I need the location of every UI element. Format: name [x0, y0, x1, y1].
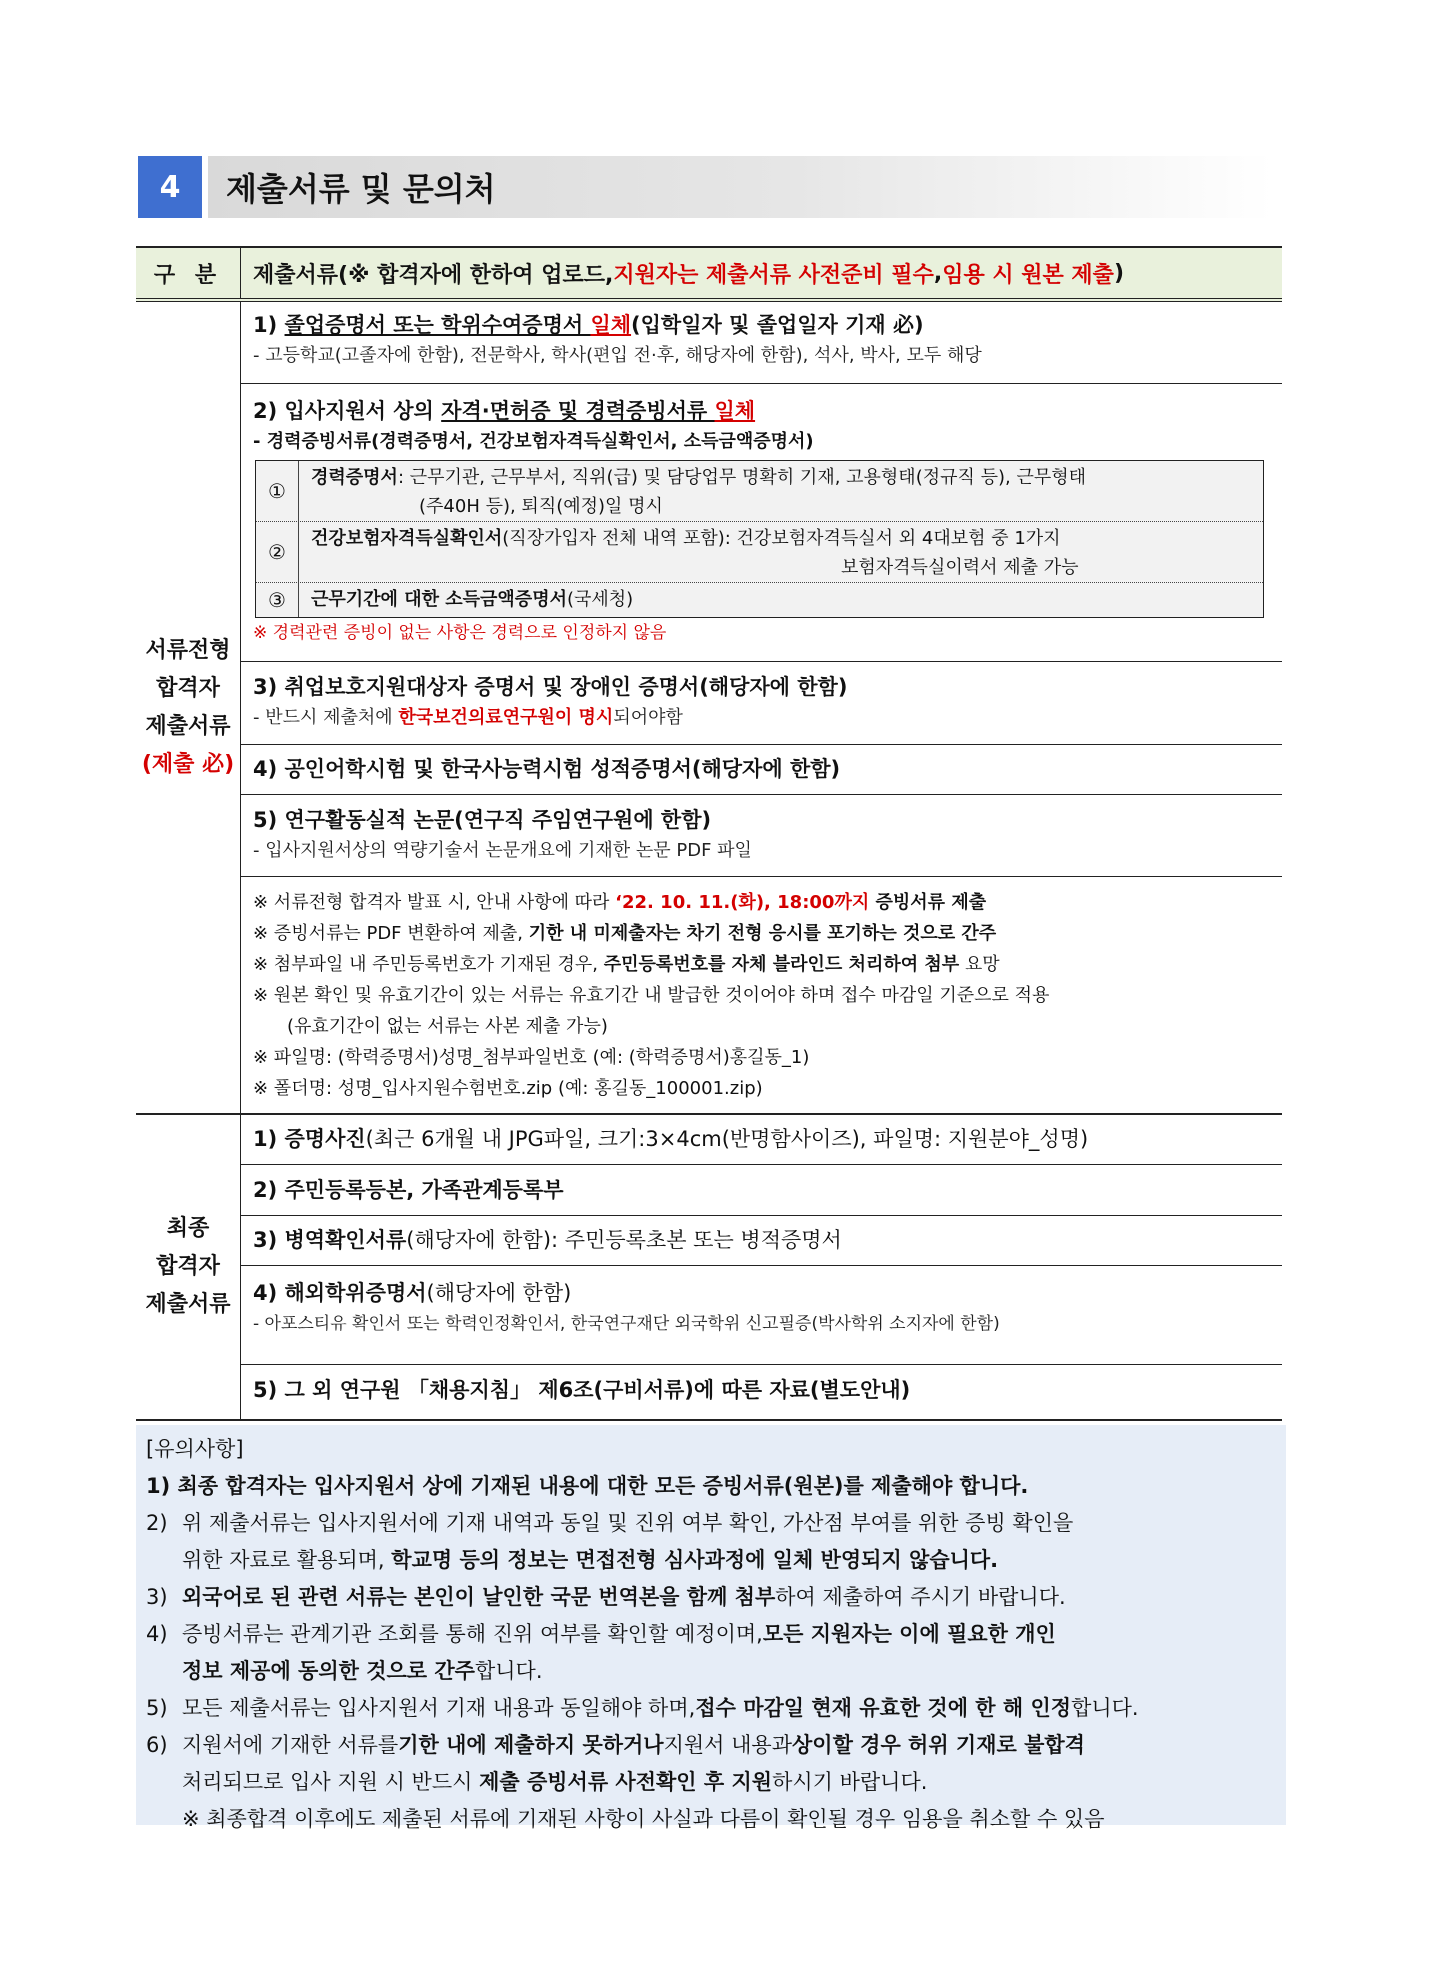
- item-2: 2) 입사지원서 상의 자격·면허증 및 경력증빙서류 일체 - 경력증빙서류(경력증명서, 건강보험자격득실확인서, 소득금액증명서) ① 경력증명서: 근무기관, 근무부서, 직위(급) 및 담당업무 명확히 기재, 고용형태(정규직 등), 근무형태 (주40H 등), 퇴직(예정)일 명시 ② 건강보험자격득실확인서(직장가입자 전체 내역 포함): 건강보험자격득실서 외 4대보험 중 1가지 보험자격득실이력서 제출 가능 ③ 근무기간에 대한 소득금액증명서(국세청) ※ 경력관련 증빙이 없는 사항은 경력으로 인정하지 않음: [241, 384, 1282, 662]
- caution-item: 1) 최종 합격자는 입사지원서 상에 기재된 내용에 대한 모든 증빙서류(원본)를 제출해야 합니다.: [146, 1474, 1029, 1498]
- career-docs-box: [255, 460, 1264, 618]
- career-doc-row: ② 건강보험자격득실확인서(직장가입자 전체 내역 포함): 건강보험자격득실서 외 4대보험 중 1가지 보험자격득실이력서 제출 가능: [256, 522, 1263, 583]
- section-header: [138, 156, 1273, 218]
- career-doc-row: ③ 근무기간에 대한 소득금액증명서(국세청): [256, 583, 1263, 617]
- item-3: 3) 취업보호지원대상자 증명서 및 장애인 증명서(해당자에 한함) - 반드시 제출처에 한국보건의료연구원이 명시되어야함: [241, 662, 1282, 745]
- career-note: ※ 경력관련 증빙이 없는 사항은 경력으로 인정하지 않음: [253, 623, 667, 643]
- submission-notes: ※ 서류전형 합격자 발표 시, 안내 사항에 따라 ‘22. 10. 11.(화), 18:00까지 증빙서류 제출 ※ 증빙서류는 PDF 변환하여 제출, 기한 내 미제출자는 차기 전형 응시를 포기하는 것으로 간주 ※ 첨부파일 내 주민등록번호가 기재된 경우, 주민등록번호를 자체 블라인드 처리하여 첨부 요망 ※ 원본 확인 및 유효기간이 있는 서류는 유효기간 내 발급한 것이어야 하며 접수 마감일 기준으로 적용 (유효기간이 없는 서류는 사본 제출 가능) ※ 파일명: (학력증명서)성명_첨부파일번호 (예: (학력증명서)홍길동_1) ※ 폴더명: 성명_입사지원수험번호.zip (예: 홍길동_100001.zip): [253, 892, 1050, 1099]
- caution-item: 4) 증빙서류는 관계기관 조회를 통해 진위 여부를 확인할 예정이며, 모든 지원자는 이에 필요한 개인: [146, 1622, 1056, 1646]
- table-header: [136, 246, 1282, 302]
- final-label: 최종 합격자 제출서류: [136, 1115, 241, 1419]
- section-number: 4: [138, 156, 202, 218]
- caution-item: 3) 외국어로 된 관련 서류는 본인이 날인한 국문 번역본을 함께 첨부 하여 제출하여 주시기 바랍니다.: [146, 1585, 1066, 1609]
- item-5: 5) 연구활동실적 논문(연구직 주임연구원에 한함) - 입사지원서상의 역량기술서 논문개요에 기재한 논문 PDF 파일: [241, 795, 1282, 877]
- doc-screen-group: [136, 302, 1282, 1115]
- item-1: 1) 졸업증명서 또는 학위수여증명서 일체(입학일자 및 졸업일자 기재 必) - 고등학교(고졸자에 한함), 전문학사, 학사(편입 전·후, 해당자에 한함), 석사, 박사, 모두 해당: [241, 302, 1282, 384]
- final-item-4: 4) 해외학위증명서(해당자에 한함) - 아포스티유 확인서 또는 학력인정확인서, 한국연구재단 외국학위 신고필증(박사학위 소지자에 한함): [241, 1266, 1282, 1365]
- final-item-1: 1) 증명사진(최근 6개월 내 JPG파일, 크기:3×4cm(반명함사이즈), 파일명: 지원분야_성명): [241, 1115, 1282, 1165]
- doc-screen-label: 서류전형 합격자 제출서류 (제출 必): [136, 302, 241, 1113]
- caution-item: 5) 모든 제출서류는 입사지원서 기재 내용과 동일해야 하며, 접수 마감일 현재 유효한 것에 한 해 인정 합니다.: [146, 1696, 1139, 1720]
- caution-box: [유의사항] 1) 최종 합격자는 입사지원서 상에 기재된 내용에 대한 모든 증빙서류(원본)를 제출해야 합니다. 2) 위 제출서류는 입사지원서에 기재 내역과 동일 및 진위 여부 확인, 가산점 부여를 위한 증빙 확인을 위한 자료로 활용되며, 학교명 등의 정보는 면접전형 심사과정에 일체 반영되지 않습니다. 3) 외국어로 된 관련 서류는 본인이 날인한 국문 번역본을 함께 첨부 하여 제출하여 주시기 바랍니다. 4) 증빙서류는 관계기관 조회를 통해 진위 여부를 확인할 예정이며, 모든 지원자는 이에 필요한 개인 정보 제공에 동의한 것으로 간주합니다. 5) 모든 제출서류는 입사지원서 기재 내용과 동일해야 하며, 접수 마감일 현재 유효한 것에 한 해 인정 합니다. 6) 지원서에 기재한 서류를 기한 내에 제출하지 못하거나 지원서 내용과 상이할 경우 허위 기재로 불합격 처리되므로 입사 지원 시 반드시 제출 증빙서류 사전확인 후 지원하시기 바랍니다. ※ 최종합격 이후에도 제출된 서류에 기재된 사항이 사실과 다름이 확인될 경우 임용을 취소할 수 있음: [136, 1425, 1286, 1825]
- caution-footnote: ※ 최종합격 이후에도 제출된 서류에 기재된 사항이 사실과 다름이 확인될 경우 임용을 취소할 수 있음: [182, 1807, 1105, 1831]
- final-item-2: 2) 주민등록등본, 가족관계등록부: [241, 1165, 1282, 1216]
- final-item-3: 3) 병역확인서류(해당자에 한함): 주민등록초본 또는 병적증명서: [241, 1216, 1282, 1266]
- career-doc-row: ① 경력증명서: 근무기관, 근무부서, 직위(급) 및 담당업무 명확히 기재, 고용형태(정규직 등), 근무형태 (주40H 등), 퇴직(예정)일 명시: [256, 461, 1263, 522]
- header-documents: 제출서류(※ 합격자에 한하여 업로드, 지원자는 제출서류 사전준비 필수 , 임용 시 원본 제출 ): [253, 260, 1124, 288]
- final-group: [136, 1115, 1282, 1421]
- caution-title: [유의사항]: [146, 1437, 244, 1461]
- item-4: 4) 공인어학시험 및 한국사능력시험 성적증명서(해당자에 한함): [241, 745, 1282, 795]
- section-title: 제출서류 및 문의처: [208, 156, 1273, 218]
- caution-item: 6) 지원서에 기재한 서류를 기한 내에 제출하지 못하거나 지원서 내용과 상이할 경우 허위 기재로 불합격: [146, 1733, 1085, 1757]
- documents-table: [136, 246, 1282, 1421]
- caution-item: 2) 위 제출서류는 입사지원서에 기재 내역과 동일 및 진위 여부 확인, 가산점 부여를 위한 증빙 확인을: [146, 1511, 1074, 1535]
- header-category: 구 분: [136, 248, 241, 298]
- final-item-5: 5) 그 외 연구원 「채용지침」 제6조(구비서류)에 따른 자료(별도안내): [253, 1378, 911, 1402]
